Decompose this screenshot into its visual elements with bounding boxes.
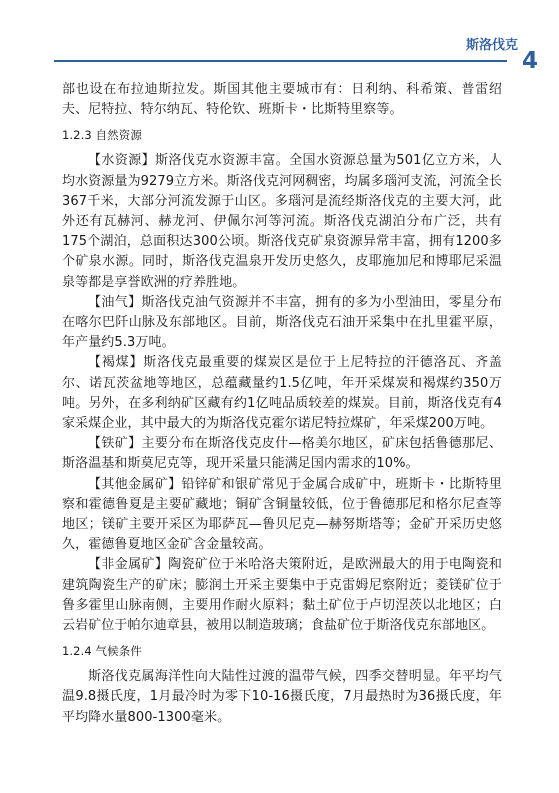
paragraph-text: 主要分布在斯洛伐克皮什—格美尔地区，矿床包括鲁德那尼、斯洛温基和斯莫尼克等，现开采量只能满足国内需求的10%。 [62, 436, 502, 472]
intro-paragraph: 部也设在布拉迪斯拉发。斯国其他主要城市有：日利纳、科希策、普雷绍夫、尼特拉、特尔纳瓦、特伦钦、班斯卡・比斯特里察等。 [62, 82, 502, 118]
paragraph-text: 斯洛伐克最重要的煤炭区是位于上尼特拉的汗德洛瓦、齐盖尔、诺瓦茨盆地等地区，总蕴藏量约1.5亿吨，年开采煤炭和褐煤约350万吨。另外，在多利纳矿区藏有约1亿吨品质较差的煤炭。目前，斯洛伐克有4家采煤企业，其中最大的为斯洛伐克霍尔诺尼特拉煤矿，年采煤200万吨。 [62, 355, 502, 432]
paragraph-tag: 【非金属矿】 [88, 557, 169, 573]
paragraph-oil-gas [62, 293, 502, 354]
paragraph-climate: 斯洛伐克属海洋性向大陆性过渡的温带气候，四季交替明显。年平均气温9.8摄氏度，1月最冷时为零下10-16摄氏度，7月最热时为36摄氏度，年平均降水量800-1300毫米。 [62, 669, 502, 725]
section-heading-natural-resources: 1.2.3 自然资源 [62, 128, 142, 143]
paragraph-text: 陶瓷矿位于米哈洛夫策附近，是欧洲最大的用于电陶瓷和建筑陶瓷生产的矿床；膨润土开采主要集中于克雷姆尼察附近；菱镁矿位于鲁多霍里山脉南侧，主要用作耐火原料；黏土矿位于卢切涅茨以北地区；白云岩矿位于帕尔迪章县，被用以制造玻璃；食盐矿位于斯洛伐克东部地区。 [62, 557, 502, 634]
paragraph-tag: 【油气】 [88, 294, 142, 310]
paragraph-other-metals [62, 475, 502, 556]
paragraph-tag: 【铁矿】 [88, 436, 142, 452]
section-heading-climate: 1.2.4 气候条件 [62, 644, 142, 659]
paragraph-text: 斯洛伐克水资源丰富。全国水资源总量为501亿立方米，人均水资源量为9279立方米。斯洛伐克河网稠密，均属多瑙河支流，河流全长367千米，大部分河流发源于山区。多瑙河是流经斯洛伐克的主要大河，此外还有瓦赫河、赫龙河、伊佩尔河等河流。斯洛伐克湖泊分布广泛，共有175个湖泊，总面积达300公顷。斯洛伐克矿泉资源异常丰富，拥有1200多个矿泉水源。同时，斯洛伐克温泉开发历史悠久，皮耶施加尼和博耶尼采温泉等都是享誉欧洲的疗养胜地。 [62, 153, 502, 290]
paragraph-text: 铅锌矿和银矿常见于金属合成矿中，班斯卡・比斯特里察和霍德鲁夏是主要矿藏地；铜矿含铜量较低，位于鲁德那尼和格尔尼查等地区；镁矿主要开采区为耶萨瓦—鲁贝尼克—赫努斯塔等；金矿开采历史悠久，霍德鲁夏地区金矿含金量较高。 [62, 476, 502, 553]
paragraph-tag: 【其他金属矿】 [88, 476, 182, 492]
paragraph-lignite [62, 353, 502, 434]
paragraph-iron-ore [62, 434, 502, 474]
header-rule [54, 60, 507, 62]
page-number: 4 [522, 48, 539, 74]
paragraph-tag: 【褐煤】 [88, 355, 144, 371]
page-body [62, 80, 502, 728]
running-header-title: 斯洛伐克 [465, 38, 518, 53]
paragraph-water-resources [62, 151, 502, 292]
paragraph-tag: 【水资源】 [88, 153, 156, 169]
paragraph-text: 斯洛伐克油气资源并不丰富，拥有的多为小型油田，零星分布在喀尔巴阡山脉及东部地区。目前，斯洛伐克石油开采集中在扎里霍平原，年产量约5.3万吨。 [62, 294, 502, 351]
paragraph-non-metal-minerals [62, 555, 502, 636]
